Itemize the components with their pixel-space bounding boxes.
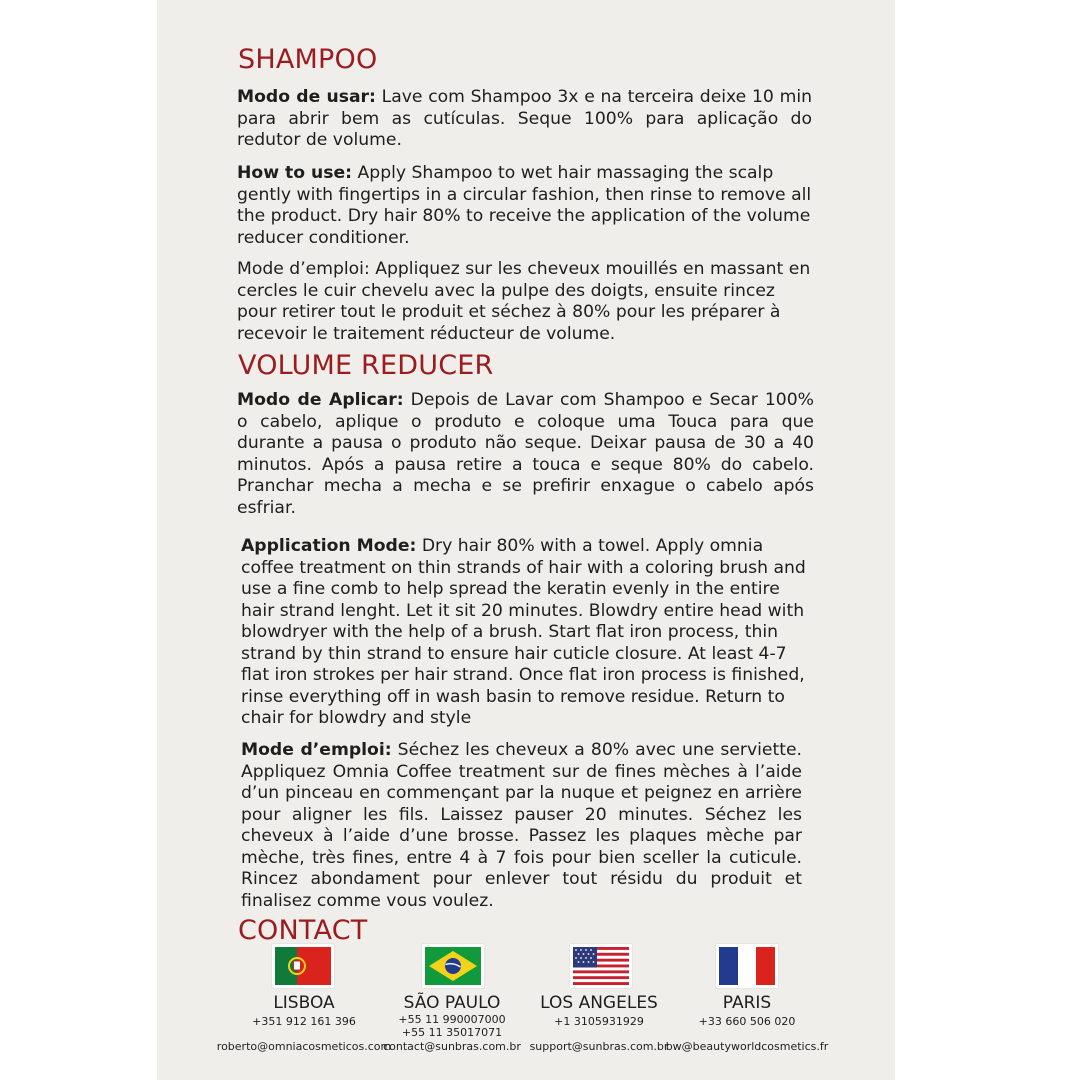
volume-en-label: Application Mode: bbox=[241, 536, 417, 556]
email-los-angeles[interactable]: support@sunbras.com.br bbox=[529, 1040, 669, 1053]
email-sao-paulo[interactable]: contact@sunbras.com.br bbox=[383, 1040, 521, 1053]
phone2-sao-paulo: +55 11 35017071 bbox=[401, 1026, 503, 1039]
usa-flag-icon bbox=[570, 944, 632, 988]
portugal-flag-icon bbox=[272, 944, 334, 988]
shampoo-en-label: How to use: bbox=[237, 163, 353, 183]
email-paris[interactable]: bw@beautyworldcosmetics.fr bbox=[665, 1040, 829, 1053]
email-lisboa[interactable]: roberto@omniacosmeticos.com bbox=[216, 1040, 392, 1053]
city-lisboa: LISBOA bbox=[273, 993, 335, 1013]
phone-paris: +33 660 506 020 bbox=[698, 1015, 796, 1028]
volume-fr-text: Séchez les cheveux a 80% avec une serviette. Appliquez Omnia Coffee treatment sur de fines mèches à l’aide d’un pinceau en commençant par la nuque et peignez en arrière pour aligner les fils. Laissez pauser 20 minutes. Séchez les cheveux à l’aide d’une brosse. Passez les plaques mèche par mèche, très fines, entre 4 à 7 fois pour bien sceller la cuticule. Rincez abondament pour enlever tout résidu du produit et finalisez comme vous voulez. bbox=[241, 740, 802, 911]
shampoo-fr-paragraph: Mode d’emploi: Appliquez sur les cheveux mouillés en massant en cercles le cuir chevelu avec la pulpe des doigts, ensuite rincez pour retirer tout le produit et séchez à 80% pour les préparer à recevoir le traitement réducteur de volume. bbox=[237, 259, 811, 344]
volume-en-text: Dry hair 80% with a towel. Apply omnia coffee treatment on thin strands of hair with a coloring brush and use a fine comb to help spread the keratin evenly in the entire hair strand lenght. Let it sit 20 minutes. Blowdry entire head with blowdryer with the help of a brush. Start flat iron process, thin strand by thin strand to ensure hair cuticle closure. At least 4-7 flat iron strokes per hair strand. Once flat iron process is finished, rinse everything off in wash basin to remove residue. Return to chair for blowdry and style bbox=[241, 536, 806, 728]
france-flag-icon bbox=[716, 944, 778, 988]
volume-fr-paragraph bbox=[241, 740, 802, 912]
volume-reducer-heading: VOLUME REDUCER bbox=[238, 350, 494, 381]
shampoo-en-paragraph bbox=[237, 163, 812, 249]
city-los-angeles: LOS ANGELES bbox=[540, 993, 658, 1013]
brazil-flag-icon bbox=[422, 944, 484, 988]
contact-heading: CONTACT bbox=[238, 915, 368, 946]
phone-lisboa: +351 912 161 396 bbox=[252, 1015, 356, 1028]
shampoo-pt-paragraph bbox=[237, 87, 812, 152]
volume-pt-text: Depois de Lavar com Shampoo e Secar 100% o cabelo, aplique o produto e coloque uma Touca para que durante a pausa o produto não seque. Deixar pausa de 30 a 40 minutos. Após a pausa retire a touca e seque 80% do cabelo. Pranchar mecha a mecha e se prefirir enxague o cabelo após esfriar. bbox=[237, 390, 814, 518]
city-sao-paulo: SÃO PAULO bbox=[403, 993, 501, 1013]
volume-pt-label: Modo de Aplicar: bbox=[237, 390, 404, 410]
volume-pt-paragraph bbox=[237, 390, 814, 519]
shampoo-heading: SHAMPOO bbox=[238, 44, 378, 75]
shampoo-pt-label: Modo de usar: bbox=[237, 87, 376, 107]
shampoo-pt-text: Lave com Shampoo 3x e na terceira deixe 10 min para abrir bem as cutículas. Seque 100% para aplicação do redutor de volume. bbox=[237, 87, 812, 150]
volume-en-paragraph bbox=[241, 536, 808, 730]
city-paris: PARIS bbox=[722, 993, 772, 1013]
volume-fr-label: Mode d’emploi: bbox=[241, 740, 392, 760]
phone-los-angeles: +1 3105931929 bbox=[554, 1015, 644, 1028]
phone1-sao-paulo: +55 11 990007000 bbox=[398, 1013, 506, 1026]
shampoo-en-text: Apply Shampoo to wet hair massaging the scalp gently with fingertips in a circular fashion, then rinse to remove all the product. Dry hair 80% to receive the application of the volume reducer conditioner. bbox=[237, 163, 812, 248]
